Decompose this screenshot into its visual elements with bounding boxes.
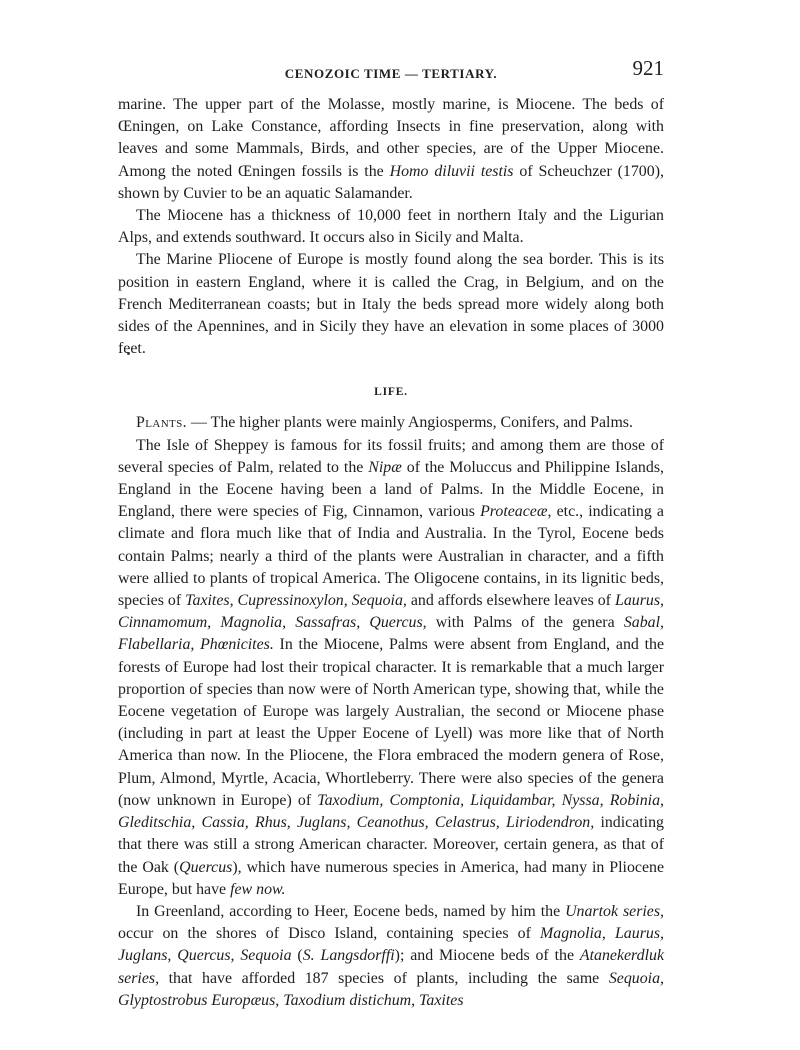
text-run: ); and Miocene beds of the xyxy=(394,947,580,965)
text-run: ), which have numerous species in America, had many in Pliocene Europe, but have xyxy=(118,858,664,898)
italic-term: Sabal, Flabellaria, Phœnicites. xyxy=(118,614,665,654)
run-in-heading: Plants. xyxy=(136,414,188,432)
book-page xyxy=(118,56,664,1012)
text-run: , etc., indicating a climate and flora much like that of India and Australia. In the Tyrol, Eocene beds contain Palms; nearly a third of the plants were Australian in character, and a fifth were allied to plants of tropical America. The Oligocene contains, in its lignitic beds, species of xyxy=(118,503,664,610)
paragraph-marine-pliocene: The Marine Pliocene of Europe is mostly found along the sea border. This is its position in eastern England, where it is called the Crag, in Belgium, and on the French Mediterranean coasts; but in Italy the beds spread more widely along both sides of the Apennines, and in Sicily they have an elevation in some places of 3000 feet. xyxy=(118,251,664,358)
text-run: In the Miocene, Palms were absent from England, and the forests of Europe had lost their tropical character. It is remarkable that a much larger proportion of species than now were of North American type, showing that, while the Eocene vegetation of Europe was largely Australian, the second or Miocene phase (including in part at least the Upper Eocene of Lyell) was more like that of North America than now. In the Pliocene, the Flora embraced the modern genera of Rose, Plum, Almond, Myrtle, Acacia, Whortleberry. There were also species of the genera (now unknown in Europe) of xyxy=(118,636,664,809)
italic-term: Taxodium, Comptonia, Liquidambar, Nyssa, Robinia, Gleditschia, Cassia, Rhus, Juglans, Ceanothus, Celastrus, Liriodendron, xyxy=(118,791,664,832)
text-run: In Greenland, according to Heer, Eocene beds, named by him the xyxy=(136,902,566,920)
italic-term: Quercus xyxy=(179,858,233,876)
text-run: ( xyxy=(291,947,303,965)
paragraph-text: of Scheuchzer (1700), shown by Cuvier to be an aquatic Salamander. xyxy=(118,162,664,202)
section-heading-life: LIFE. xyxy=(374,386,408,399)
paragraph-sheppey xyxy=(118,435,664,901)
text-run: and affords elsewhere leaves of xyxy=(406,592,615,610)
paragraph-greenland xyxy=(118,901,664,1012)
text-run: occur on the shores of Disco Island, containing species of xyxy=(118,925,541,943)
italic-term: Sequoia, Glyptostrobus Europæus, Taxodium distichum, Taxites xyxy=(118,969,664,1009)
running-head xyxy=(118,56,664,86)
italic-term: Atanekerdluk series, xyxy=(118,947,664,987)
text-run: of the Moluccus and Philippine Islands, England in the Eocene having been a land of Palms. In the Middle Eocene, in England, there were species of Fig, Cinnamon, various xyxy=(118,458,664,521)
paragraph-molasse xyxy=(118,94,664,205)
text-run: indicating that there was still a strong American character. Moreover, certain genera, as that of the Oak ( xyxy=(118,814,664,876)
italic-term: few now. xyxy=(230,880,286,898)
italic-term: S. Langsdorffi xyxy=(302,947,395,965)
page-body xyxy=(118,94,664,1012)
paragraph-text: marine. The upper part of the Molasse, mostly marine, is Miocene. The beds of Œningen, on Lake Constance, affording Insects in fine preservation, along with leaves and some Mammals, Birds, and other species, are of the Upper Miocene. Among the noted Œningen fossils is the xyxy=(118,96,664,180)
italic-term: Proteaceæ xyxy=(480,503,548,521)
text-run: that have afforded 187 species of plants, including the same xyxy=(159,969,609,987)
italic-term: Taxites, Cupressinoxylon, Sequoia, xyxy=(185,592,407,610)
italic-term: Unartok series, xyxy=(565,902,665,920)
page-number: 921 xyxy=(632,56,664,80)
italic-term: Nipæ xyxy=(368,458,402,476)
italic-term: Laurus, Cinnamomum, Magnolia, Sassafras, Quercus, xyxy=(118,592,664,632)
paragraph-miocene-thickness: The Miocene has a thickness of 10,000 feet in northern Italy and the Ligurian Alps, and extends southward. It occurs also in Sicily and Malta. xyxy=(118,207,664,247)
italic-term: Homo diluvii testis xyxy=(389,162,514,180)
text-run: with Palms of the genera xyxy=(426,614,624,632)
running-title: CENOZOIC TIME — TERTIARY. xyxy=(284,66,498,81)
paragraph-text: — The higher plants were mainly Angiosperms, Conifers, and Palms. xyxy=(187,414,633,432)
paragraph-plants xyxy=(118,412,664,434)
text-run: The Isle of Sheppey is famous for its fossil fruits; and among them are those of several species of Palm, related to the xyxy=(118,436,664,476)
italic-term: Magnolia, Laurus, Juglans, Quercus, Sequoia xyxy=(118,925,664,965)
